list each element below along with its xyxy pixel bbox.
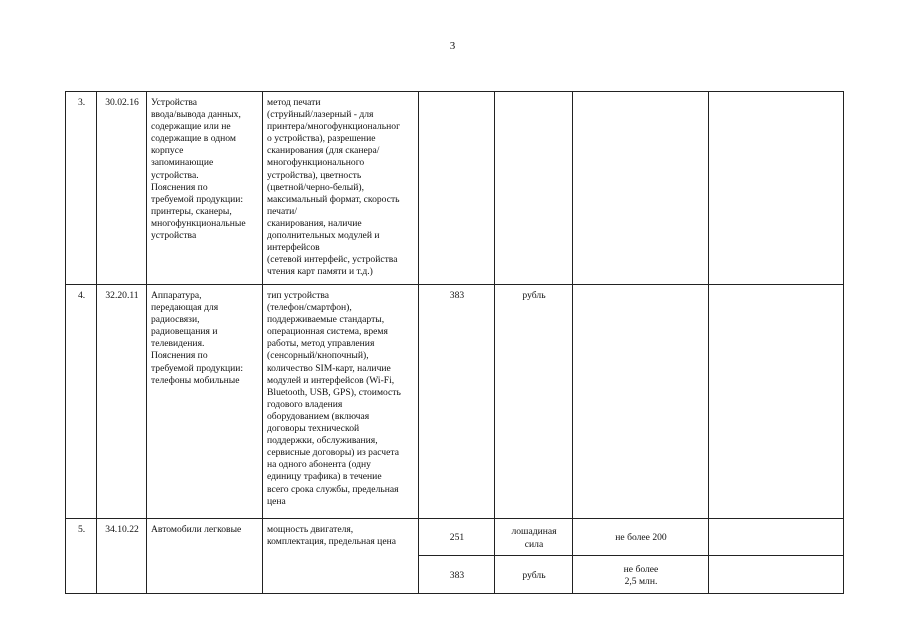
- okei-code: 383: [419, 556, 495, 594]
- text-line: метод печати: [267, 97, 321, 108]
- text-line: поддержки, обслуживания,: [267, 435, 378, 447]
- text-line: всего срока службы, предельная: [267, 483, 399, 495]
- text-line: операционная система, время: [267, 326, 388, 338]
- text-line: телевидения.: [151, 338, 205, 350]
- text-line: многофункционального: [267, 157, 365, 169]
- text-line: (сенсорный/кнопочный),: [267, 350, 369, 362]
- text-line: сервисные договоры) из расчета: [267, 447, 399, 459]
- row-number: 5.: [66, 519, 97, 594]
- text-line: многофункциональные: [151, 217, 246, 229]
- text-line: годового владения: [267, 398, 343, 410]
- text-line: требуемой продукции:: [151, 362, 244, 374]
- text-line: тип устройства: [267, 290, 330, 301]
- document-table: [65, 91, 844, 594]
- characteristics: [263, 519, 419, 594]
- table-row: [66, 285, 844, 519]
- product-name: [147, 285, 263, 519]
- text-line: телефоны мобильные: [151, 374, 240, 386]
- text-line: модулей и интерфейсов (Wi-Fi,: [267, 374, 395, 386]
- text-line: максимальный формат, скорость: [267, 193, 400, 205]
- unit-name: [495, 92, 573, 285]
- product-name: [147, 519, 263, 594]
- text-line: (сетевой интерфейс, устройства: [267, 254, 398, 266]
- text-line: не более 200: [615, 532, 667, 544]
- text-line: содержащие в одном: [151, 133, 236, 145]
- text-line: сканирования (для сканера/: [267, 145, 380, 157]
- table-row: [66, 519, 844, 556]
- text-line: печати/: [267, 205, 297, 217]
- text-line: рубль: [522, 569, 546, 581]
- text-line: (струйный/лазерный - для: [267, 109, 374, 121]
- text-line: о устройства), разрешение: [267, 133, 376, 145]
- text-line: Автомобили легковые: [151, 524, 242, 535]
- text-line: оборудованием (включая: [267, 410, 370, 422]
- empty-cell: [709, 285, 844, 519]
- okei-code: 383: [419, 285, 495, 519]
- empty-cell: [709, 519, 844, 556]
- text-line: сканирования, наличие: [267, 217, 362, 229]
- empty-cell: [709, 556, 844, 594]
- unit-name: рубль: [495, 285, 573, 519]
- text-line: устройства: [151, 230, 197, 242]
- text-line: корпусе: [151, 145, 184, 157]
- text-line: чтения карт памяти и т.д.): [267, 266, 373, 278]
- text-line: договоры технической: [267, 423, 360, 435]
- text-line: запоминающие: [151, 157, 214, 169]
- text-line: (телефон/смартфон),: [267, 302, 352, 314]
- okpd-code: 30.02.16: [97, 92, 147, 285]
- characteristics: [263, 285, 419, 519]
- text-line: (цветной/черно-белый),: [267, 181, 364, 193]
- text-line: количество SIM-карт, наличие: [267, 362, 391, 374]
- text-line: лошадиная: [511, 526, 557, 538]
- text-line: Пояснения по: [151, 350, 208, 362]
- value-cell: [573, 519, 709, 556]
- product-name: [147, 92, 263, 285]
- okei-code: 251: [419, 519, 495, 556]
- row-number: 3.: [66, 92, 97, 285]
- text-line: устройства.: [151, 169, 199, 181]
- text-line: единицу трафика) в течение: [267, 471, 382, 483]
- text-line: Устройства: [151, 97, 198, 108]
- text-line: Пояснения по: [151, 181, 208, 193]
- text-line: 2,5 млн.: [624, 576, 658, 587]
- row-number: 4.: [66, 285, 97, 519]
- text-line: требуемой продукции:: [151, 193, 244, 205]
- text-line: принтеры, сканеры,: [151, 205, 232, 217]
- unit-name: [495, 556, 573, 594]
- text-line: работы, метод управления: [267, 338, 375, 350]
- text-line: устройства), цветность: [267, 169, 362, 181]
- text-line: на одного абонента (одну: [267, 459, 371, 471]
- text-line: радиосвязи,: [151, 314, 200, 326]
- empty-cell: [709, 92, 844, 285]
- text-line: Аппаратура,: [151, 290, 202, 301]
- okpd-code: 34.10.22: [97, 519, 147, 594]
- okei-code: [419, 92, 495, 285]
- value-cell: [573, 556, 709, 594]
- value-cell: [573, 92, 709, 285]
- text-line: не более: [623, 563, 659, 575]
- text-line: Bluetooth, USB, GPS), стоимость: [267, 386, 401, 398]
- text-line: поддерживаемые стандарты,: [267, 314, 385, 326]
- page-number: 3: [449, 40, 456, 52]
- characteristics: [263, 92, 419, 285]
- text-line: цена: [267, 495, 286, 507]
- text-line: ввода/вывода данных,: [151, 109, 241, 121]
- okpd-code: 32.20.11: [97, 285, 147, 519]
- text-line: интерфейсов: [267, 242, 320, 254]
- text-line: дополнительных модулей и: [267, 230, 380, 242]
- text-line: комплектация, предельная цена: [267, 536, 396, 548]
- table-row: [66, 92, 844, 285]
- text-line: передающая для: [151, 302, 219, 314]
- unit-name: [495, 519, 573, 556]
- text-line: мощность двигателя,: [267, 524, 354, 535]
- text-line: содержащие или не: [151, 121, 231, 133]
- text-line: радиовещания и: [151, 326, 218, 338]
- value-cell: [573, 285, 709, 519]
- text-line: сила: [524, 538, 544, 550]
- text-line: принтера/многофункциональног: [267, 121, 401, 133]
